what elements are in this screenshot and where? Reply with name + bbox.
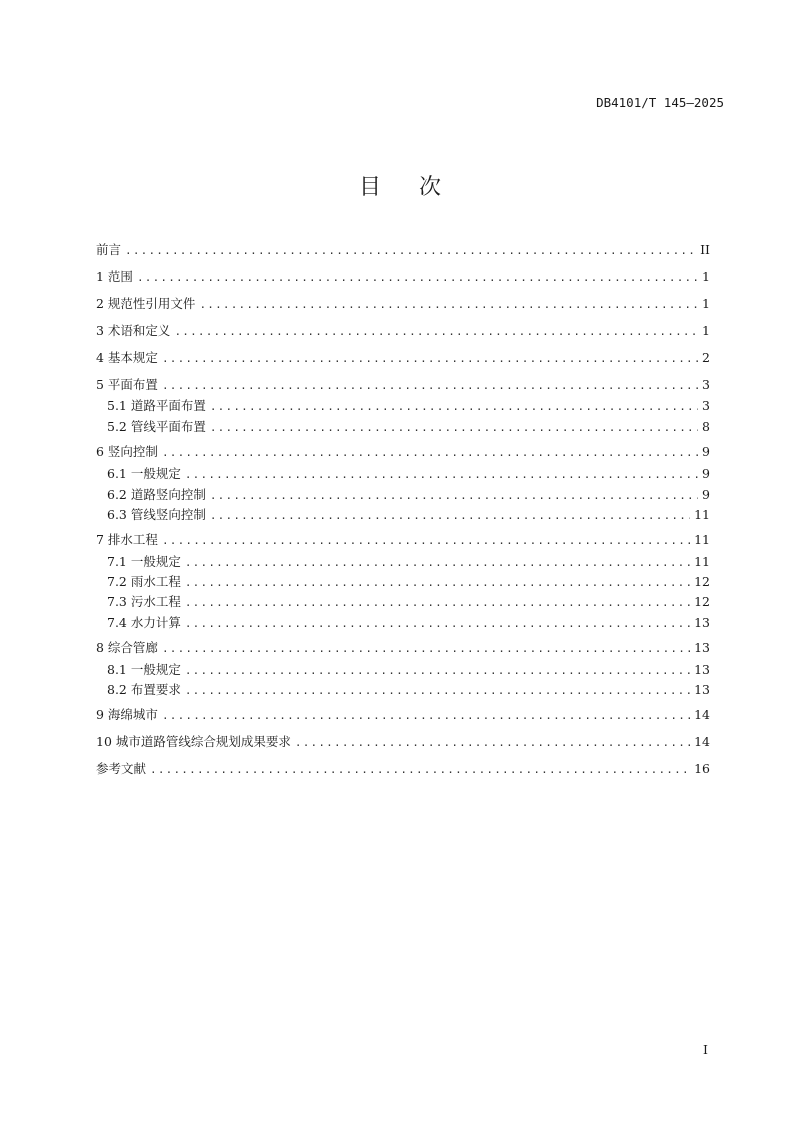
toc-dot-leader (185, 574, 690, 592)
toc-entry[interactable] (96, 376, 710, 394)
toc-entry-page: 14 (694, 734, 710, 749)
toc-entry-label: 7 排水工程 (96, 532, 158, 547)
toc-entry[interactable] (96, 531, 710, 549)
toc-entry-page: 11 (694, 532, 710, 547)
toc-entry-page: 11 (694, 507, 710, 522)
toc-entry[interactable] (107, 593, 710, 611)
toc-dot-leader (185, 554, 690, 572)
toc-entry[interactable] (96, 322, 710, 340)
toc-entry[interactable] (96, 443, 710, 461)
toc-dot-leader (162, 640, 690, 658)
toc-dot-leader (162, 377, 698, 395)
toc-entry-label: 9 海绵城市 (96, 707, 158, 722)
toc-entry-label: 2 规范性引用文件 (96, 296, 196, 311)
toc-entry-page: 1 (702, 296, 710, 311)
toc-dot-leader (137, 269, 698, 287)
toc-entry-page: 13 (694, 640, 710, 655)
toc-entry-label: 7.1 一般规定 (107, 554, 181, 569)
toc-entry[interactable] (96, 295, 710, 313)
toc-dot-leader (162, 350, 698, 368)
toc-entry-label: 6 竖向控制 (96, 444, 158, 459)
toc-dot-leader (162, 532, 690, 550)
toc-entry-label: 3 术语和定义 (96, 323, 171, 338)
toc-entry[interactable] (107, 486, 710, 504)
toc-entry-page: 12 (694, 574, 710, 589)
toc-entry-page: 3 (702, 377, 710, 392)
toc-entry-page: 9 (702, 466, 710, 481)
toc-entry-label: 1 范围 (96, 269, 133, 284)
toc-entry-label: 7.3 污水工程 (107, 594, 181, 609)
toc-entry[interactable] (107, 573, 710, 591)
toc-entry-label: 6.3 管线竖向控制 (107, 507, 206, 522)
toc-entry-label: 7.4 水力计算 (107, 615, 181, 630)
toc-entry-page: 13 (694, 615, 710, 630)
toc-entry-label: 8.1 一般规定 (107, 662, 181, 677)
toc-entry-label: 4 基本规定 (96, 350, 158, 365)
toc-dot-leader (174, 323, 698, 341)
toc-entry-label: 7.2 雨水工程 (107, 574, 181, 589)
toc-dot-leader (295, 734, 690, 752)
toc-entry-page: 13 (694, 682, 710, 697)
toc-entry[interactable] (107, 418, 710, 436)
toc-entry[interactable] (107, 506, 710, 524)
toc-dot-leader (162, 707, 690, 725)
toc-entry-label: 6.1 一般规定 (107, 466, 181, 481)
toc-entry-page: 16 (694, 761, 710, 776)
toc-dot-leader (199, 296, 698, 314)
toc-dot-leader (185, 662, 690, 680)
toc-dot-leader (210, 398, 698, 416)
toc-dot-leader (185, 682, 690, 700)
toc-entry-page: 2 (702, 350, 710, 365)
toc-entry-label: 10 城市道路管线综合规划成果要求 (96, 734, 291, 749)
toc-entry[interactable] (107, 614, 710, 632)
toc-entry-page: 1 (702, 323, 710, 338)
toc-entry-page: II (700, 242, 710, 257)
toc-entry-page: 9 (702, 444, 710, 459)
toc-dot-leader (162, 444, 698, 462)
toc-entry[interactable] (107, 465, 710, 483)
toc-dot-leader (210, 487, 698, 505)
toc-entry[interactable] (107, 661, 710, 679)
toc-dot-leader (210, 507, 690, 525)
toc-entry-page: 13 (694, 662, 710, 677)
toc-dot-leader (150, 761, 690, 779)
toc-entry-label: 5.1 道路平面布置 (107, 398, 206, 413)
toc-dot-leader (185, 466, 698, 484)
toc-dot-leader (125, 242, 696, 260)
toc-heading-char-1: 目 (358, 175, 381, 200)
toc-entry-page: 8 (702, 419, 710, 434)
toc-entry-label: 5.2 管线平面布置 (107, 419, 206, 434)
toc-entry[interactable] (107, 681, 710, 699)
toc-dot-leader (185, 615, 690, 633)
toc-entry-page: 14 (694, 707, 710, 722)
page-number: I (703, 1042, 708, 1057)
toc-entry-page: 12 (694, 594, 710, 609)
toc-entry-page: 9 (702, 487, 710, 502)
toc-entry[interactable] (107, 553, 710, 571)
toc-entry-page: 3 (702, 398, 710, 413)
toc-entry-label: 5 平面布置 (96, 377, 158, 392)
toc-entry[interactable] (96, 639, 710, 657)
toc-entry[interactable] (96, 268, 710, 286)
toc-entry[interactable] (96, 706, 710, 724)
toc-entry-label: 8.2 布置要求 (107, 682, 181, 697)
toc-entry-label: 前言 (96, 242, 122, 257)
toc-entry-page: 11 (694, 554, 710, 569)
toc-entry[interactable] (96, 733, 710, 751)
toc-entry-page: 1 (702, 269, 710, 284)
toc-entry[interactable] (96, 241, 710, 259)
toc-entry[interactable] (107, 397, 710, 415)
toc-entry[interactable] (96, 760, 710, 778)
toc-entry-label: 6.2 道路竖向控制 (107, 487, 206, 502)
document-code: DB4101/T 145—2025 (596, 95, 724, 110)
toc-dot-leader (210, 419, 698, 437)
toc-entry-label: 参考文献 (96, 761, 147, 776)
toc-dot-leader (185, 594, 690, 612)
toc-entry-label: 8 综合管廊 (96, 640, 158, 655)
toc-heading-char-2: 次 (419, 175, 442, 200)
toc-entry[interactable] (96, 349, 710, 367)
